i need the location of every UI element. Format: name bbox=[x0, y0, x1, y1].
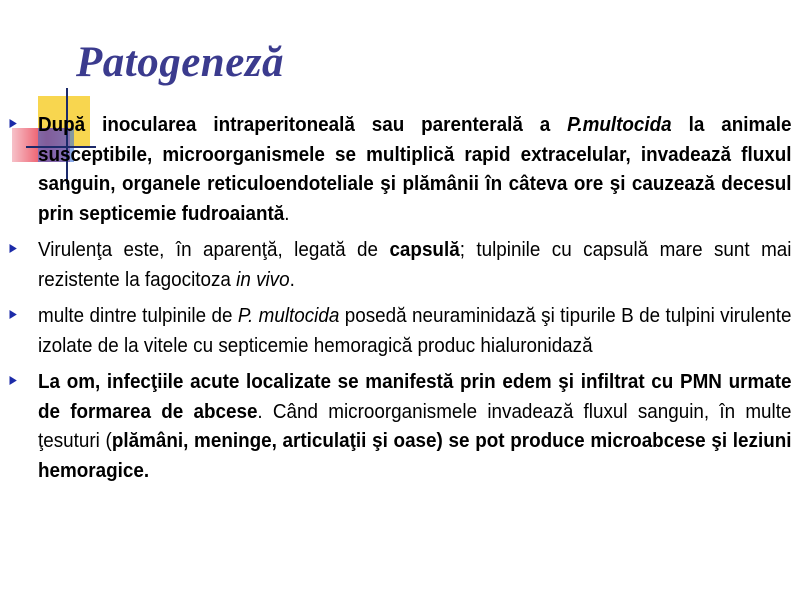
bullet-text-segment: ; tulpinile cu capsulă mare sunt mai rezistente la fagocitoza bbox=[38, 238, 792, 291]
bullet-marker-icon bbox=[9, 119, 16, 128]
bullet-item bbox=[38, 110, 791, 228]
bullet-text-segment: P. multocida bbox=[237, 304, 340, 327]
bullet-marker-icon bbox=[9, 376, 16, 385]
bullet-text-segment: plămâni, meninge, articulaţii şi oase) se pot produce microabcese şi leziuni hemoragice. bbox=[38, 429, 792, 482]
bullet-marker-icon bbox=[9, 310, 16, 319]
bullet-marker-icon bbox=[9, 244, 16, 253]
bullet-text-segment: capsulă bbox=[389, 238, 460, 261]
bullet-text-segment: . bbox=[284, 201, 290, 225]
slide-content bbox=[0, 110, 800, 492]
bullet-text-segment: Virulenţa este, în aparenţă, legată de bbox=[38, 238, 390, 261]
bullet-text-segment: La om, infecţiile acute localizate se manifestă prin edem şi infiltrat cu PMN urmate de formarea de abcese bbox=[38, 370, 792, 423]
bullet-item bbox=[38, 301, 791, 360]
bullet-text-segment: . Când microorganismele invadează fluxul sanguin, în multe ţesuturi ( bbox=[38, 399, 792, 452]
bullet-text-segment: P.multocida bbox=[567, 113, 672, 136]
bullet-text-segment: După inocularea intraperitoneală sau parenterală a bbox=[38, 113, 568, 136]
bullet-text-segment: posedă neuraminidază şi tipurile B de tulpini virulente izolate de la vitele cu septicemie hemoragică produc hialuronidază bbox=[38, 304, 792, 357]
bullet-item bbox=[38, 235, 791, 294]
bullet-text-segment: la animale susceptibile, microorganismele se multiplică rapid extracelular, invadează fluxul sanguin, organele reticuloendoteliale şi plămânii în câteva ore şi cauzează decesul prin septicemie fudroaiantă bbox=[38, 113, 792, 225]
bullet-text-segment: multe dintre tulpinile de bbox=[38, 304, 238, 327]
bullet-text-segment: in vivo bbox=[236, 267, 290, 291]
bullet-item bbox=[38, 367, 791, 485]
bullet-text-segment: . bbox=[289, 267, 295, 291]
slide-title: Patogeneză bbox=[76, 39, 285, 86]
bullet-list bbox=[0, 110, 800, 485]
